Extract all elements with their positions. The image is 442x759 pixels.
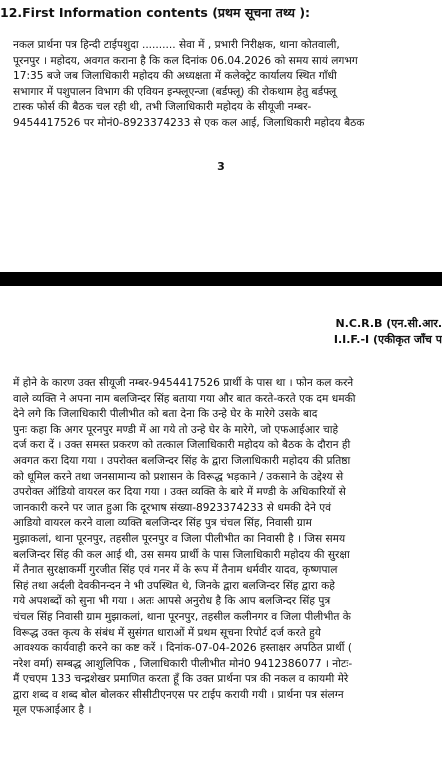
text-line: मैं एचएम 133 चन्द्रशेखर प्रमाणित करता हूँ कि उक्त प्रार्थना पत्र की नकल व कायमी मेरे	[13, 673, 349, 686]
text-line: 17:35 बजे जब जिलाधिकारी महोदय की अध्यक्षता में कलेक्ट्रेट कार्यालय स्थित गाँधी	[13, 70, 337, 83]
text-line: पूरनपुर । महोदय, अवगत कराना है कि कल दिनांक 06.04.2026 को समय सायं लगभग	[13, 54, 358, 67]
text-line: गये अपशब्दों को सुना भी गया । अतः आपसे अनुरोध है कि आप बलजिन्दर सिंह पुत्र	[13, 595, 331, 608]
text-line: अवगत करा दिया गया । उपरोक्त बलजिन्दर सिंह के द्वारा जिलाधिकारी महोदय की प्रतिष्ठा	[13, 454, 351, 467]
text-line: टास्क फोर्स की बैठक चल रही थी, तभी जिलाधिकारी महोदय के सीयूजी नम्बर-	[13, 101, 312, 114]
page-divider	[0, 272, 442, 286]
text-line: द्वारा शब्द व शब्द बोल बोलकर सीसीटीएनएस पर टाईप करायी गयी । प्रार्थना पत्र संलग्न	[13, 688, 344, 701]
text-line: उपरोक्त ऑडियो वायरल कर दिया गया । उक्त व्यक्ति के बारे में मण्डी के अधिकारियों से	[13, 486, 346, 499]
first-information-paragraph	[13, 38, 433, 132]
text-line: में तैनात सुरक्षाकर्मी गुरजीत सिंह एवं गनर में के रूप में तैनाम धर्मवीर यादव, कृष्णपाल	[13, 564, 338, 577]
document-page-2	[0, 286, 442, 759]
text-line: चंचल सिंह निवासी ग्राम मुझाकलां, थाना पूरनपुर, तहसील कलीनगर व जिला पीलीभीत के	[13, 610, 351, 623]
text-line: 9454417526 पर मोनं0-8923374233 से एक कल आई, जिलाधिकारी महोदय बैठक	[13, 116, 365, 129]
ncrb-header: N.C.R.B (एन.सी.आर.	[335, 317, 442, 330]
text-line: जानकारी करने पर जात हुआ कि दूरभाष संख्या-8923374233 से धमकी देने एवं	[13, 501, 332, 514]
text-line: नकल प्रार्थना पत्र हिन्दी टाईपशुदा .......... सेवा में , प्रभारी निरीक्षक, थाना कोतवाली,	[13, 39, 340, 51]
text-line: आवश्यक कार्यवाही करने का कष्ट करें । दिनांक-07-04-2026 हस्ताक्षर अपठित प्रार्थी (	[13, 642, 353, 655]
text-line: को धूमिल करने तथा जनसामान्य को प्रशासन के विरूद्ध भड़काने / उकसाने के उद्देश्य से	[13, 470, 344, 483]
document-page-1	[0, 0, 442, 272]
section-heading: 12.First Information contents (प्रथम सूचना तथ्य ):	[0, 5, 311, 20]
text-line: देने लगे कि जिलाधिकारी पीलीभीत को बता देना कि उन्हे घेर के मारेगे उसके बाद	[13, 408, 318, 421]
text-line: बलजिन्दर सिंह की कल आई थी, उस समय प्रार्थी के पास जिलाधिकारी महोदय की सुरक्षा	[13, 548, 350, 561]
text-line: विरूद्ध उक्त कृत्य के संबंध में सुसंगत धाराओं में प्रथम सूचना रिपोर्ट दर्ज करते हुये	[13, 626, 321, 639]
text-line: आडियो वायरल करने वाला व्यक्ति बलजिन्दर सिंह पुत्र चंचल सिंह, निवासी ग्राम	[13, 517, 312, 530]
text-line: सभागार में पशुपालन विभाग की एवियन इन्फ्लूएन्जा (बर्डफ्लू) की रोकथाम हेतु बर्डफ्लू	[13, 85, 337, 98]
text-line: मूल एफआईआर है ।	[13, 704, 92, 717]
text-line: वाले व्यक्ति ने अपना नाम बलजिन्दर सिंह बताया गया और बात करते-करते एक दम धमकी	[13, 392, 356, 405]
text-line: में होने के कारण उक्त सीयूजी नम्बर-9454417526 प्रार्थी के पास था । फोन कल करने	[13, 377, 354, 389]
text-line: सिहं तथा अर्दली देवकीनन्दन ने भी उपस्थित थे, जिनके द्वारा बलजिन्दर सिंह द्वारा कहे	[13, 579, 335, 592]
page-number: 3	[217, 160, 225, 173]
text-line: दर्ज करा दें । उक्त समस्त प्रकरण को तत्काल जिलाधिकारी महोदय को बैठक के दौरान ही	[13, 439, 351, 452]
first-information-continued-paragraph	[13, 376, 433, 719]
iif-header: I.I.F.-I (एकीकृत जाँच प	[333, 333, 442, 346]
text-line: मुझाकलां, थाना पूरनपुर, तहसील पूरनपुर व जिला पीलीभीत का निवासी है । जिस समय	[13, 532, 346, 545]
text-line: नरेश वर्मा) सम्बद्ध आशुलिपिक , जिलाधिकारी पीलीभीत मोनं0 9412386077 । नोटः-	[13, 657, 353, 670]
text-line: पुनः कहा कि अगर पूरनपुर मण्डी में आ गये तो उन्हे घेर के मारेगे, जो एफआईआर चाहे	[13, 423, 339, 436]
